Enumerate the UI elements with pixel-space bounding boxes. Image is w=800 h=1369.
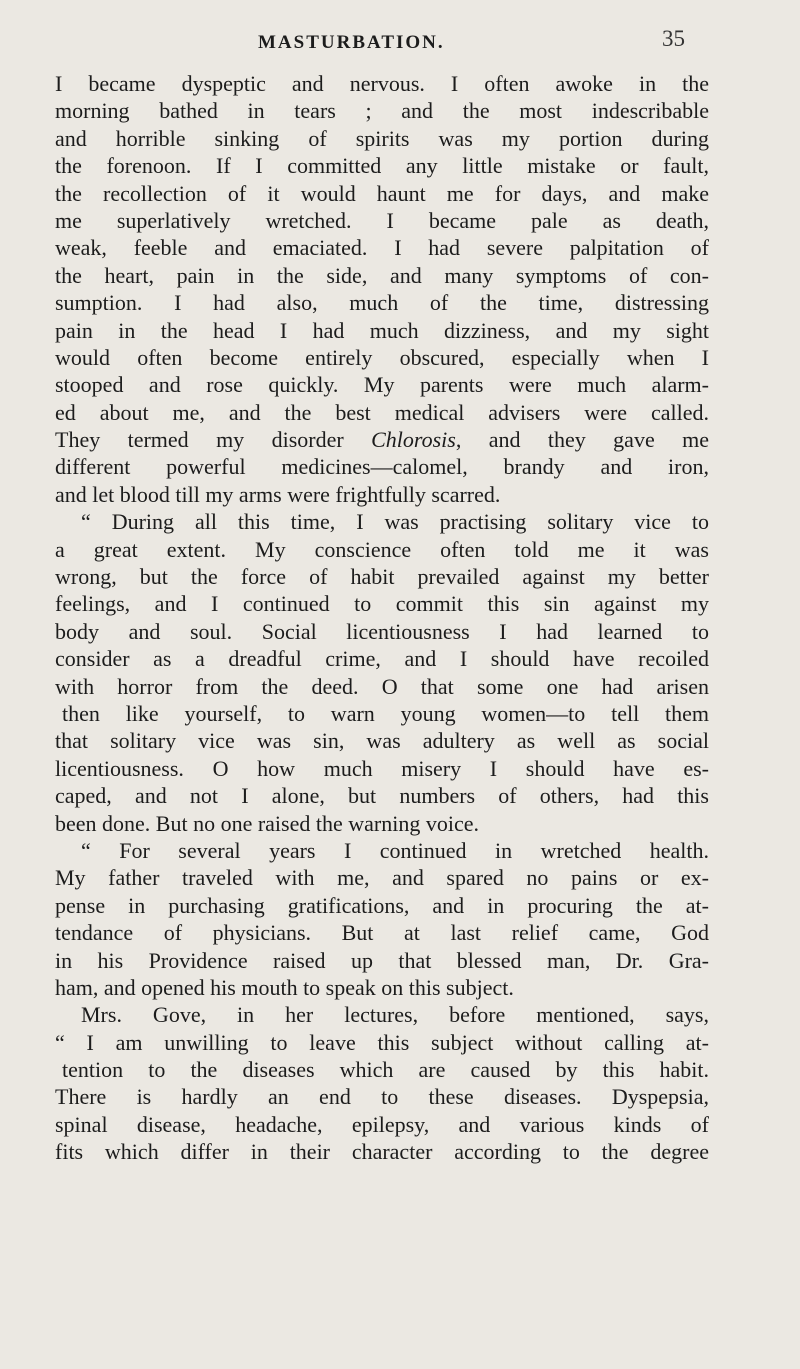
- text-line: [55, 70, 709, 97]
- text-line: [55, 645, 709, 672]
- body-text: [55, 70, 709, 1166]
- text-line: [55, 919, 709, 946]
- text-line-content: with horror from the deed. O that some one had arisen: [55, 673, 709, 699]
- text-line: [55, 207, 709, 234]
- text-line: [55, 590, 709, 617]
- text-line: [55, 700, 709, 727]
- text-line-content: wrong, but the force of habit prevailed against my better: [55, 564, 709, 590]
- text-line-content: caped, and not I alone, but numbers of others, had this: [55, 783, 709, 809]
- text-line-content: stooped and rose quickly. My parents were much alarm-: [55, 372, 709, 398]
- text-line-content: and horrible sinking of spirits was my portion during: [55, 125, 709, 151]
- text-line: [55, 1001, 709, 1028]
- text-line-content: spinal disease, headache, epilepsy, and various kinds of: [55, 1111, 709, 1137]
- text-line: [55, 344, 709, 371]
- text-line: [55, 892, 709, 919]
- text-line: [55, 289, 709, 316]
- text-line: [55, 1083, 709, 1110]
- text-line-content: the recollection of it would haunt me for days, and make: [55, 180, 709, 206]
- text-line: [55, 755, 709, 782]
- text-line: [55, 974, 709, 1001]
- text-line-content: consider as a dreadful crime, and I should have recoiled: [55, 646, 709, 672]
- text-line: [55, 1029, 709, 1056]
- text-line: [55, 180, 709, 207]
- text-line-content: different powerful medicines—calomel, brandy and iron,: [55, 454, 709, 480]
- text-line: [55, 125, 709, 152]
- text-line-content: morning bathed in tears ; and the most indescribable: [55, 98, 709, 124]
- text-line: [55, 864, 709, 891]
- page-number: 35: [662, 26, 685, 51]
- text-line-continuation: , and they gave me: [455, 427, 709, 453]
- text-line: [55, 317, 709, 344]
- text-line: [55, 1056, 709, 1083]
- text-line-content: “ For several years I continued in wretched health.: [81, 837, 709, 863]
- text-line-content: then like yourself, to warn young women—to tell them: [62, 700, 709, 726]
- text-line-content: licentiousness. O how much misery I should have es-: [55, 755, 709, 781]
- text-line: [55, 97, 709, 124]
- text-line-content: tendance of physicians. But at last relief came, God: [55, 920, 709, 946]
- text-line: [55, 727, 709, 754]
- text-line-content: body and soul. Social licentiousness I had learned to: [55, 618, 709, 644]
- text-line: [55, 782, 709, 809]
- text-line-content: the heart, pain in the side, and many symptoms of con-: [55, 262, 709, 288]
- text-line-content: in his Providence raised up that blessed man, Dr. Gra-: [55, 947, 709, 973]
- text-line-content: sumption. I had also, much of the time, distressing: [55, 290, 709, 316]
- text-line: [55, 371, 709, 398]
- text-line: [55, 481, 709, 508]
- text-line: [55, 947, 709, 974]
- text-line: [55, 563, 709, 590]
- text-line: [55, 399, 709, 426]
- text-line-content: been done. But no one raised the warning voice.: [55, 810, 479, 836]
- text-line-content: ed about me, and the best medical advisers were called.: [55, 399, 709, 425]
- text-line-content: that solitary vice was sin, was adultery as well as social: [55, 728, 709, 754]
- text-line-content: feelings, and I continued to commit this sin against my: [55, 591, 709, 617]
- text-line-content: fits which differ in their character according to the degree: [55, 1139, 709, 1165]
- text-line: [55, 453, 709, 480]
- text-line-content: a great extent. My conscience often told me it was: [55, 536, 709, 562]
- text-line-content: “ I am unwilling to leave this subject without calling at-: [55, 1029, 709, 1055]
- text-line: [55, 262, 709, 289]
- text-line: [55, 1111, 709, 1138]
- text-line-content: There is hardly an end to these diseases. Dyspepsia,: [55, 1084, 709, 1110]
- text-line-content: pain in the head I had much dizziness, and my sight: [55, 317, 709, 343]
- page-header: [0, 26, 800, 58]
- text-line-content: weak, feeble and emaciated. I had severe palpitation of: [55, 235, 709, 261]
- text-line: [55, 618, 709, 645]
- text-line: [55, 508, 709, 535]
- text-line: [55, 1138, 709, 1165]
- text-line: [55, 426, 709, 453]
- text-line: [55, 234, 709, 261]
- text-line-content: ham, and opened his mouth to speak on this subject.: [55, 974, 514, 1000]
- italic-term: Chlorosis: [371, 427, 456, 453]
- text-line-content: My father traveled with me, and spared no pains or ex-: [55, 865, 709, 891]
- text-line: [55, 810, 709, 837]
- text-line: [55, 536, 709, 563]
- text-line-content: would often become entirely obscured, especially when I: [55, 344, 709, 370]
- text-line: [55, 673, 709, 700]
- text-line-content: pense in purchasing gratifications, and in procuring the at-: [55, 892, 709, 918]
- text-line-content: tention to the diseases which are caused by this habit.: [62, 1057, 709, 1083]
- running-title: MASTURBATION.: [258, 32, 445, 53]
- text-line-content: Mrs. Gove, in her lectures, before mentioned, says,: [81, 1002, 709, 1028]
- text-line-content: me superlatively wretched. I became pale as death,: [55, 207, 709, 233]
- text-line-content: the forenoon. If I committed any little mistake or fault,: [55, 153, 709, 179]
- text-line: [55, 837, 709, 864]
- text-line-content: and let blood till my arms were frightfully scarred.: [55, 481, 501, 507]
- text-line: [55, 152, 709, 179]
- text-line-content: They termed my disorder: [55, 427, 344, 453]
- text-line-content: I became dyspeptic and nervous. I often awoke in the: [55, 71, 709, 96]
- text-line-content: “ During all this time, I was practising solitary vice to: [81, 509, 709, 535]
